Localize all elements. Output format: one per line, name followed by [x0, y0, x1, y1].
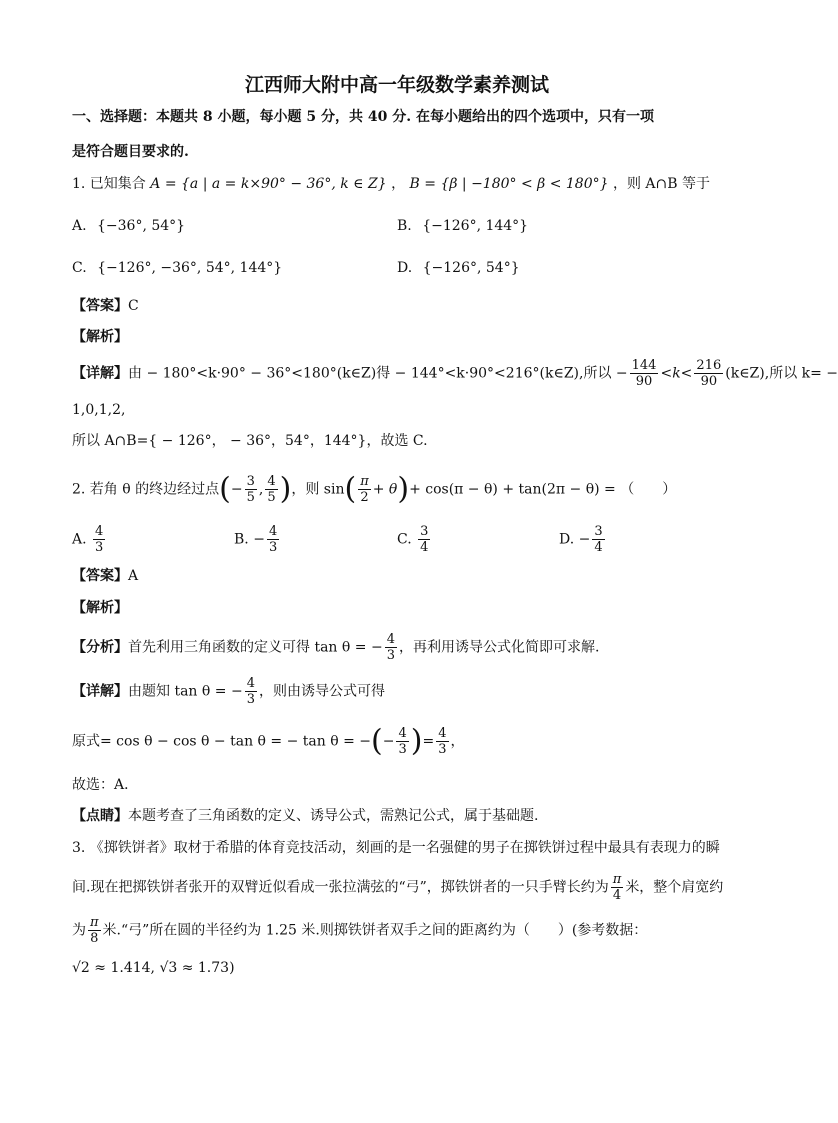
- q2-sin-paren-open: (: [344, 471, 357, 507]
- q3-line2: [72, 872, 723, 903]
- q2-orig-paren-close: ): [410, 723, 423, 759]
- q2-detail-text1: 由题知 tan θ = −: [128, 683, 243, 700]
- q2-choose: 故选：A．: [72, 777, 139, 793]
- q1-detail-line1: [72, 358, 838, 389]
- q1-option-c-text: {−126°, −36°, 54°, 144°}: [97, 260, 283, 276]
- q2-option-a-den: 3: [95, 540, 104, 555]
- q2-detail: [72, 676, 385, 707]
- q2-option-d-letter: D.: [559, 531, 575, 548]
- q3-line3a: 为: [72, 922, 86, 939]
- q2-orig-inner-den: 3: [398, 742, 407, 757]
- q2-option-d: [559, 524, 607, 555]
- q2-option-c-letter: C.: [397, 531, 412, 548]
- q2-option-d-frac: [592, 524, 604, 555]
- q2-option-b: [234, 524, 281, 555]
- q2-orig-paren-open: (: [371, 723, 383, 759]
- q2-orig-text1: 原式= cos θ − cos θ − tan θ = − tan θ = −: [72, 733, 372, 750]
- q3-pi-a: π: [612, 872, 622, 887]
- q2-stem-mid: ，则 sin: [291, 481, 345, 498]
- q2-orig-eq: =: [422, 733, 435, 750]
- q3-line2a: 间.现在把掷铁饼者张开的双臂近似看成一张拉满弦的“弓”，掷铁饼者的一只手臂长约为: [72, 879, 609, 896]
- q1-stem: [72, 174, 710, 194]
- q2-pt-y-num: 4: [267, 474, 276, 489]
- q1-option-d: [397, 258, 520, 278]
- q2-fenxi-text2: ，再利用诱导公式化简即可求解.: [398, 639, 600, 656]
- q2-fenxi-num: 4: [386, 632, 395, 647]
- q1-frac2-num: 216: [696, 358, 722, 373]
- q1-option-d-letter: D.: [397, 260, 413, 276]
- q2-pt-y-den: 5: [267, 490, 276, 505]
- q3-pi-over-8: [88, 915, 101, 946]
- q1-analysis-label: 【解析】: [72, 329, 128, 345]
- q2-answer-value: A: [128, 568, 139, 584]
- q2-orig-frac-result: [436, 726, 448, 757]
- q1-sep: ，: [391, 176, 406, 192]
- q2-option-c-num: 3: [420, 524, 429, 539]
- q2-orig-inner-num: 4: [398, 726, 407, 741]
- q3-den4: 4: [612, 888, 622, 903]
- q1-option-a-letter: A.: [72, 218, 87, 234]
- q1-frac-216-90: [694, 358, 723, 389]
- q2-option-c-den: 4: [420, 540, 429, 555]
- q2-pi-over-2: [358, 474, 371, 505]
- q2-option-d-num: 3: [594, 524, 603, 539]
- q1-stem-suffix: ，则 A∩B 等于: [612, 176, 710, 192]
- q1-option-a-text: {−36°, 54°}: [97, 218, 186, 234]
- q2-pt-x-num: 3: [246, 474, 255, 489]
- q2-fenxi: [72, 632, 599, 663]
- q1-option-c-letter: C.: [72, 260, 87, 276]
- q2-fenxi-label: 【分析】: [72, 639, 128, 656]
- q2-answer-label: 【答案】: [72, 568, 128, 584]
- q2-detail-frac: [245, 676, 257, 707]
- q2-option-a-num: 4: [95, 524, 104, 539]
- q1-detail-label: 【详解】: [72, 365, 128, 382]
- q2-orig-frac-inner: [396, 726, 408, 757]
- q2-option-a-frac: [93, 524, 105, 555]
- q1-answer: [72, 296, 139, 316]
- q3-pi-b: π: [90, 915, 99, 930]
- q2-sin-paren-close: ): [397, 471, 410, 507]
- q2-option-d-den: 4: [594, 540, 603, 555]
- q1-option-c: [72, 258, 282, 278]
- q3-pi-over-4: [611, 872, 624, 903]
- q2-orig-neg: −: [382, 733, 395, 750]
- q3-line2b: 米，整个肩宽约: [625, 879, 724, 896]
- q2-answer: [72, 566, 138, 586]
- q2-stem-prefix: 2. 若角 θ 的终边经过点: [72, 481, 220, 498]
- q2-stem: 2. 若角 θ 的终边经过点(− $\frac{3}{5}$ , $\frac{4}{5}$ )，则 sin( $\frac{\pi}{2}$ + θ)+ cos(π − θ) + tan(2π − θ) = （ ）: [72, 471, 677, 507]
- q2-option-a-letter: A.: [72, 531, 87, 548]
- q2-original-expr: [72, 723, 465, 759]
- q1-set-b: B = {β | −180° < β < 180°}: [409, 176, 609, 192]
- q2-fenxi-text1: 首先利用三角函数的定义可得 tan θ = −: [128, 639, 383, 656]
- q2-option-b-sign: −: [253, 531, 265, 548]
- page-title: 江西师大附中高一年级数学素养测试: [244, 74, 549, 96]
- q1-option-d-text: {−126°, 54°}: [422, 260, 520, 276]
- q2-analysis-label: 【解析】: [72, 600, 128, 616]
- q1-option-b: [397, 216, 528, 236]
- q2-pt-x-frac: [245, 474, 257, 505]
- q3-line3: [72, 915, 647, 946]
- q1-frac1-num: 144: [631, 358, 657, 373]
- section-heading-line2: 是符合题目要求的.: [72, 144, 189, 160]
- q3-line4: √2 ≈ 1.414, √3 ≈ 1.73): [72, 960, 235, 976]
- q2-option-b-letter: B.: [234, 531, 249, 548]
- q2-option-b-den: 3: [268, 540, 278, 555]
- q2-plus-theta: + θ: [372, 481, 398, 498]
- q2-detail-label: 【详解】: [72, 683, 128, 700]
- q2-option-b-num: 4: [268, 524, 278, 539]
- q2-pi: π: [360, 474, 369, 489]
- q1-detail-line3: 所以 A∩B={ − 126°， − 36°，54°，144°}，故选 C.: [72, 433, 428, 449]
- q2-dianjing-label: 【点睛】: [72, 808, 128, 824]
- q2-paren-open: (: [219, 471, 231, 507]
- q2-dianjing: [72, 806, 538, 826]
- q2-fenxi-den: 3: [386, 648, 395, 663]
- q1-stem-prefix: 1. 已知集合: [72, 176, 146, 192]
- q1-answer-label: 【答案】: [72, 298, 128, 314]
- q1-option-b-text: {−126°, 144°}: [422, 218, 529, 234]
- q1-detail-end: (k∈Z),所以 k= −: [725, 365, 838, 382]
- q2-detail-text2: ，则由诱导公式可得: [258, 683, 385, 700]
- q1-frac2-den: 90: [700, 374, 718, 389]
- q2-stem-rest: + cos(π − θ) + tan(2π − θ) = （ ）: [409, 481, 677, 498]
- q2-option-b-frac: [267, 524, 279, 555]
- q2-detail-den: 3: [246, 692, 255, 707]
- q2-option-a: [72, 524, 107, 555]
- q2-pt-x-den: 5: [246, 490, 255, 505]
- q2-detail-num: 4: [246, 676, 255, 691]
- q3-line3b: 米.“弓”所在圆的半径约为 1.25 米.则掷铁饼者双手之间的距离约为（ ）(参考数据：: [102, 922, 648, 939]
- q1-detail-line2: 1,0,1,2,: [72, 402, 126, 418]
- q1-frac-144-90: [630, 358, 659, 389]
- q1-option-b-letter: B.: [397, 218, 412, 234]
- q2-option-c: [397, 524, 432, 555]
- q1-frac1-den: 90: [635, 374, 653, 389]
- q2-two: 2: [360, 490, 369, 505]
- section-heading-line1: 一、选择题：本题共 8 小题，每小题 5 分，共 40 分. 在每小题给出的四个选项中，只有一项: [72, 109, 654, 125]
- q2-dianjing-text: 本题考查了三角函数的定义、诱导公式，需熟记公式，属于基础题.: [128, 808, 539, 824]
- q1-detail-text1: 由 − 180°<k·90° − 36°<180°(k∈Z)得 − 144°<k·90°<216°(k∈Z),所以 −: [128, 365, 628, 382]
- q1-detail-mid: <k<: [660, 365, 693, 382]
- q2-orig-comma: ，: [450, 733, 465, 750]
- q2-orig-result-den: 3: [438, 742, 447, 757]
- q3-den8: 8: [90, 931, 99, 946]
- q1-option-a: [72, 216, 185, 236]
- q2-option-c-frac: [418, 524, 430, 555]
- q1-answer-value: C: [128, 298, 139, 314]
- q2-paren-close: ): [279, 471, 292, 507]
- q2-pt-x-sign: −: [230, 481, 243, 498]
- q2-fenxi-frac: [385, 632, 397, 663]
- q2-option-d-sign: −: [578, 531, 591, 548]
- q1-set-a: A = {a | a = k×90° − 36°, k ∈ Z}: [150, 176, 387, 192]
- q3-line1: 3. 《掷铁饼者》取材于希腊的体育竞技活动，刻画的是一名强健的男子在掷铁饼过程中最具有表现力的瞬: [72, 840, 720, 856]
- q2-pt-y-frac: [265, 474, 277, 505]
- q2-orig-result-num: 4: [438, 726, 447, 741]
